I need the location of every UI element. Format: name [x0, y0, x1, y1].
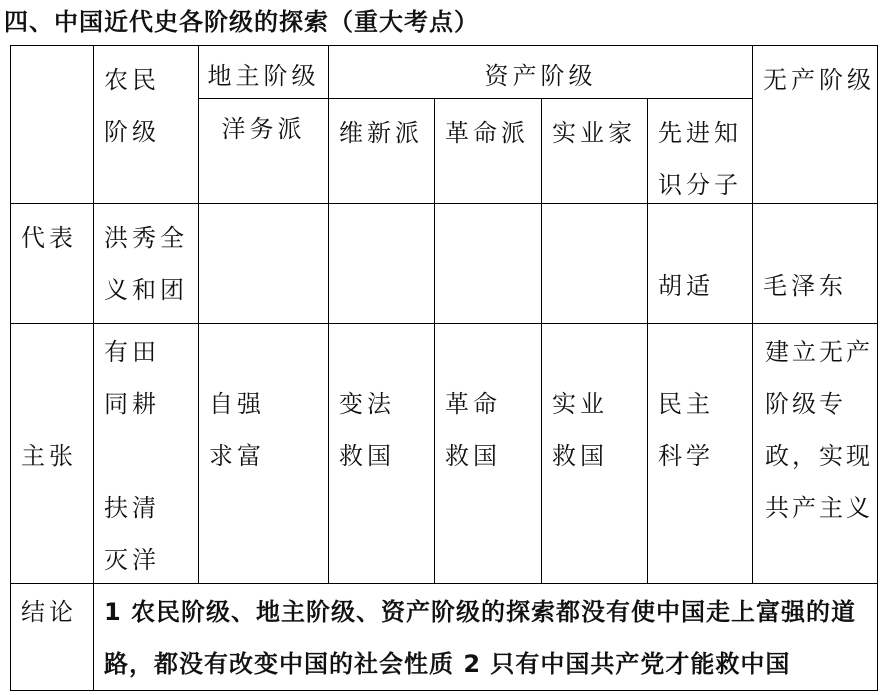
header-zhishi: 先进知 识分子 — [647, 98, 753, 204]
claim-geming: 革命 救国 — [434, 323, 542, 584]
header-geming: 革命派 — [434, 98, 542, 204]
rep-geming — [434, 203, 542, 324]
header-shiye: 实业家 — [541, 98, 648, 204]
claim-yangwu: 自强 求富 — [198, 323, 329, 584]
conclusion-label: 结论 — [10, 583, 94, 691]
rep-weixin — [328, 203, 435, 324]
rep-zhishi: 胡适 — [647, 203, 753, 324]
header-proletariat: 无产阶级 — [752, 45, 878, 204]
claim-proletariat: 建立无产 阶级专 政，实现 共产主义 — [752, 323, 878, 584]
corner-cell — [10, 45, 94, 204]
claim-label: 主张 — [10, 323, 94, 584]
claim-zhishi: 民主 科学 — [647, 323, 753, 584]
header-landlord: 地主阶级 — [198, 45, 329, 99]
rep-label: 代表 — [10, 203, 94, 324]
claim-shiye: 实业 救国 — [541, 323, 648, 584]
header-bourgeois: 资产阶级 — [328, 45, 753, 99]
header-weixin: 维新派 — [328, 98, 435, 204]
rep-yangwu — [198, 203, 329, 324]
claim-peasant: 有田 同耕 扶清 灭洋 — [93, 323, 199, 584]
rep-peasant: 洪秀全 义和团 — [93, 203, 199, 324]
header-peasant: 农民 阶级 — [93, 45, 199, 204]
rep-proletariat: 毛泽东 — [752, 203, 878, 324]
claim-weixin: 变法 救国 — [328, 323, 435, 584]
rep-shiye — [541, 203, 648, 324]
header-yangwu: 洋务派 — [198, 98, 329, 204]
page-title: 四、中国近代史各阶级的探索（重大考点） — [4, 8, 479, 36]
conclusion-text: 1 农民阶级、地主阶级、资产阶级的探索都没有使中国走上富强的道路，都没有改变中国的社会性质 2 只有中国共产党才能救中国 — [93, 583, 878, 691]
